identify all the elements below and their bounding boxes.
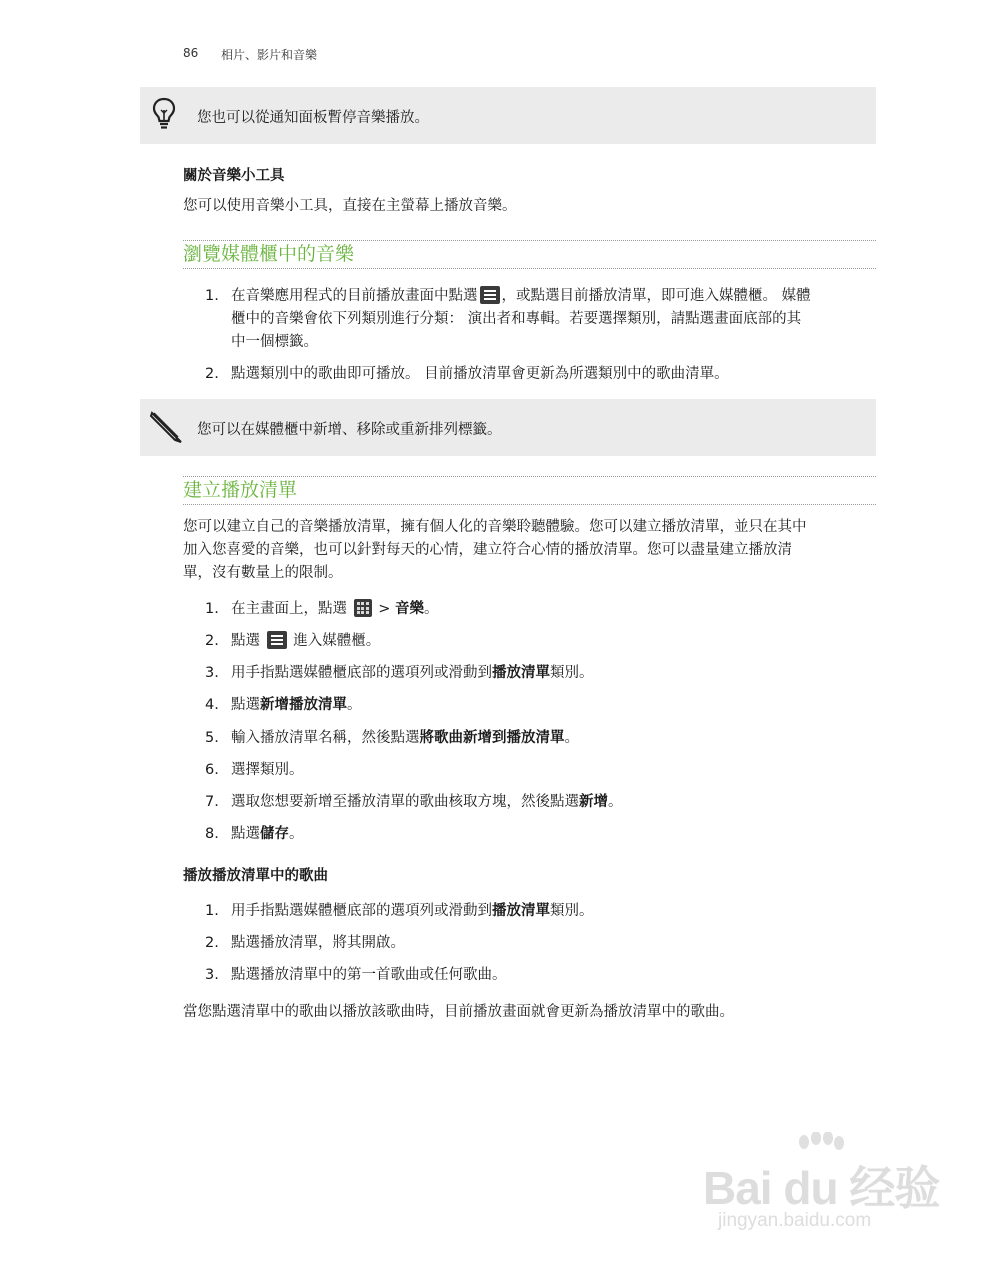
step-text: 在音樂應用程式的目前播放畫面中點選 [231, 288, 478, 304]
step-number: 1. [205, 288, 219, 304]
pencil-icon [148, 409, 184, 449]
step-text: 用手指點選媒體櫃底部的選項列或滑動到 [231, 665, 492, 681]
step-text: 進入媒體櫃。 [288, 633, 381, 649]
step-number: 2. [205, 935, 219, 951]
play-outro: 當您點選清單中的歌曲以播放該歌曲時，目前播放畫面就會更新為播放清單中的歌曲。 [183, 1004, 734, 1020]
step-number: 2. [205, 633, 219, 649]
section-heading-browse: 瀏覽媒體櫃中的音樂 [183, 240, 876, 269]
step-number: 6. [205, 762, 219, 778]
intro-line: 單，沒有數量上的限制。 [183, 565, 343, 581]
intro-line: 加入您喜愛的音樂，也可以針對每天的心情，建立符合心情的播放清單。您可以盡量建立播放清 [183, 542, 792, 558]
tip-text: 您也可以從通知面板暫停音樂播放。 [197, 110, 429, 126]
step-number: 3. [205, 967, 219, 983]
note-text: 您可以在媒體櫃中新增、移除或重新排列標籤。 [197, 422, 502, 438]
step-text: 用手指點選媒體櫃底部的選項列或滑動到 [231, 903, 492, 919]
page-number: 86 [183, 46, 199, 60]
widget-heading: 關於音樂小工具 [183, 168, 285, 184]
step-text: 類別。 [550, 903, 594, 919]
step-text: 。 [347, 697, 362, 713]
watermark-url: jingyan.baidu.com [718, 1210, 872, 1231]
step-text: ，或點選目前播放清單，即可進入媒體櫃。 媒體 [501, 288, 811, 304]
menu-icon [267, 631, 287, 649]
section-heading-create: 建立播放清單 [183, 476, 876, 505]
step-text: 。 [423, 601, 439, 617]
tip-box [140, 87, 876, 144]
chapter-title: 相片、影片和音樂 [221, 48, 318, 62]
intro-line: 您可以建立自己的音樂播放清單，擁有個人化的音樂聆聽體驗。您可以建立播放清單，並只在其中 [183, 519, 807, 535]
step-number: 4. [205, 697, 219, 713]
step-number: 5. [205, 730, 219, 746]
step-text: 點選播放清單中的第一首歌曲或任何歌曲。 [231, 967, 507, 983]
create-intro [183, 516, 876, 585]
step-bold: 播放清單 [492, 665, 550, 681]
step-number: 7. [205, 794, 219, 810]
step-text: 類別。 [550, 665, 594, 681]
step-number: 1. [205, 903, 219, 919]
step-text: 選取您想要新增至播放清單的歌曲核取方塊，然後點選 [231, 794, 579, 810]
step-text: 點選 [231, 826, 260, 842]
step-number: 1. [205, 601, 219, 617]
step-text: 輸入播放清單名稱，然後點選 [231, 730, 420, 746]
step-text: 點選 [231, 633, 260, 649]
step-bold: 將歌曲新增到播放清單 [419, 730, 565, 746]
step-line [231, 285, 876, 308]
step-text: > [373, 601, 395, 617]
step-bold: 新增 [579, 794, 608, 810]
step-bold: 新增播放清單 [260, 697, 347, 713]
browse-step-1 [205, 285, 876, 355]
step-line: 中一個標籤。 [231, 334, 318, 350]
step-text: 選擇類別。 [231, 762, 304, 778]
browse-step-2 [205, 363, 876, 386]
step-number: 8. [205, 826, 219, 842]
step-line: 櫃中的音樂會依下列類別進行分類： 演出者和專輯。若要選擇類別，請點選畫面底部的其 [231, 311, 802, 327]
lightbulb-icon [152, 97, 176, 135]
step-bold: 音樂 [394, 601, 424, 617]
note-box [140, 399, 876, 456]
step-number: 3. [205, 665, 219, 681]
all-apps-icon [354, 599, 372, 617]
step-number: 2. [205, 366, 219, 382]
step-text: 點選 [231, 697, 260, 713]
step-text: 。 [289, 826, 304, 842]
step-text: 。 [608, 794, 623, 810]
step-text: 在主畫面上，點選 [231, 601, 347, 617]
step-text: 點選播放清單，將其開啟。 [231, 935, 405, 951]
watermark-logo-text: Bai du 经验 [703, 1162, 940, 1214]
widget-body: 您可以使用音樂小工具，直接在主螢幕上播放音樂。 [183, 198, 517, 214]
step-bold: 播放清單 [492, 903, 550, 919]
step-text: 。 [564, 730, 579, 746]
menu-icon [480, 286, 500, 304]
step-bold: 儲存 [260, 826, 289, 842]
step-text: 點選類別中的歌曲即可播放。 目前播放清單會更新為所選類別中的歌曲清單。 [231, 366, 729, 382]
paw-icon [792, 1132, 850, 1176]
play-heading: 播放播放清單中的歌曲 [183, 868, 328, 884]
